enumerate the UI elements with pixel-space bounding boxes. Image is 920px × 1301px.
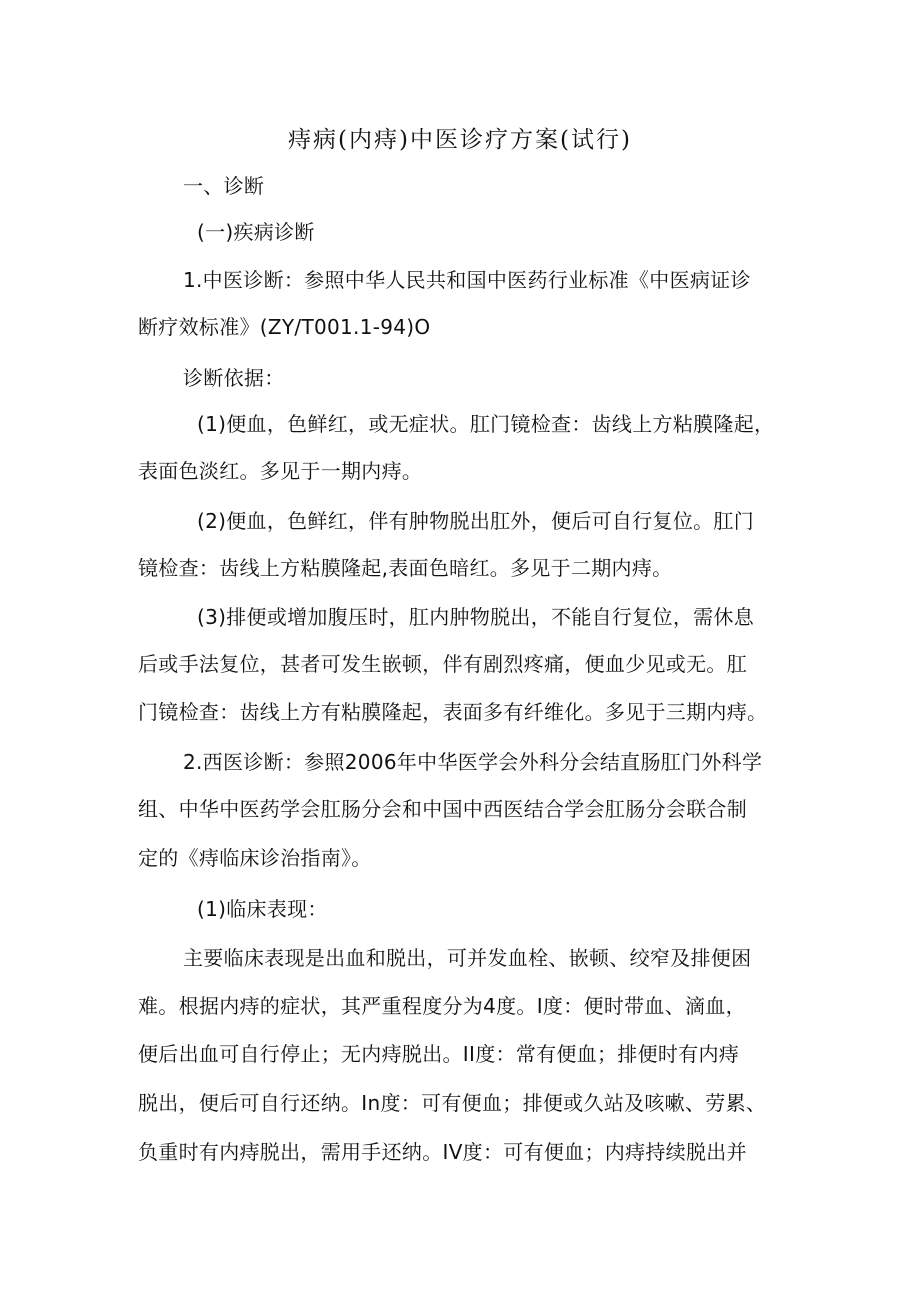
- paragraph-line: 镜检查：齿线上方粘膜隆起,表面色暗红。多见于二期内痔。: [138, 556, 673, 580]
- paragraph-line: 组、中华中医药学会肛肠分会和中国中西医结合学会肛肠分会联合制: [138, 797, 747, 821]
- paragraph-line: 主要临床表现是出血和脱出，可并发血栓、嵌顿、绞窄及排便困: [183, 946, 752, 970]
- paragraph-line: 难。根据内痔的症状，其严重程度分为4度。I度：便时带血、滴血，: [138, 994, 746, 1018]
- paragraph-line: 后或手法复位，甚者可发生嵌顿，伴有剧烈疼痛，便血少见或无。肛: [138, 652, 747, 676]
- paragraph-line: 1.中医诊断：参照中华人民共和国中医药行业标准《中医病证诊: [183, 268, 751, 292]
- paragraph-line: 便后出血可自行停止；无内痔脱出。II度：常有便血；排便时有内痔: [138, 1042, 740, 1066]
- section-heading-diagnosis: 一、诊断: [183, 174, 265, 198]
- paragraph-line: 门镜检查：齿线上方有粘膜隆起，表面多有纤维化。多见于三期内痔。: [138, 700, 768, 724]
- document-title: 痔病(内痔)中医诊疗方案(试行): [288, 127, 632, 153]
- paragraph-line: 脱出，便后可自行还纳。In度：可有便血；排便或久站及咳嗽、劳累、: [138, 1091, 767, 1115]
- paragraph-line: 断疗效标准》(ZY/T001.1-94)O: [138, 315, 431, 339]
- paragraph-line: (2)便血，色鲜红，伴有肿物脱出肛外，便后可自行复位。肛门: [197, 509, 755, 533]
- paragraph-line: (1)便血，色鲜红，或无症状。肛门镜检查：齿线上方粘膜隆起，: [197, 412, 775, 436]
- paragraph-line: 负重时有内痔脱出，需用手还纳。IV度：可有便血；内痔持续脱出并: [138, 1140, 747, 1164]
- paragraph-line: 诊断依据：: [183, 366, 285, 390]
- subsection-heading-disease-diagnosis: (一)疾病诊断: [197, 220, 315, 244]
- paragraph-line: (1)临床表现：: [197, 897, 328, 921]
- paragraph-line: 2.西医诊断：参照2006年中华医学会外科分会结直肠肛门外科学: [183, 750, 763, 774]
- paragraph-line: 定的《痔临床诊治指南》。: [138, 846, 372, 870]
- paragraph-line: 表面色淡红。多见于一期内痔。: [138, 459, 423, 483]
- paragraph-line: (3)排便或增加腹压时，肛内肿物脱出，不能自行复位，需休息: [197, 605, 755, 629]
